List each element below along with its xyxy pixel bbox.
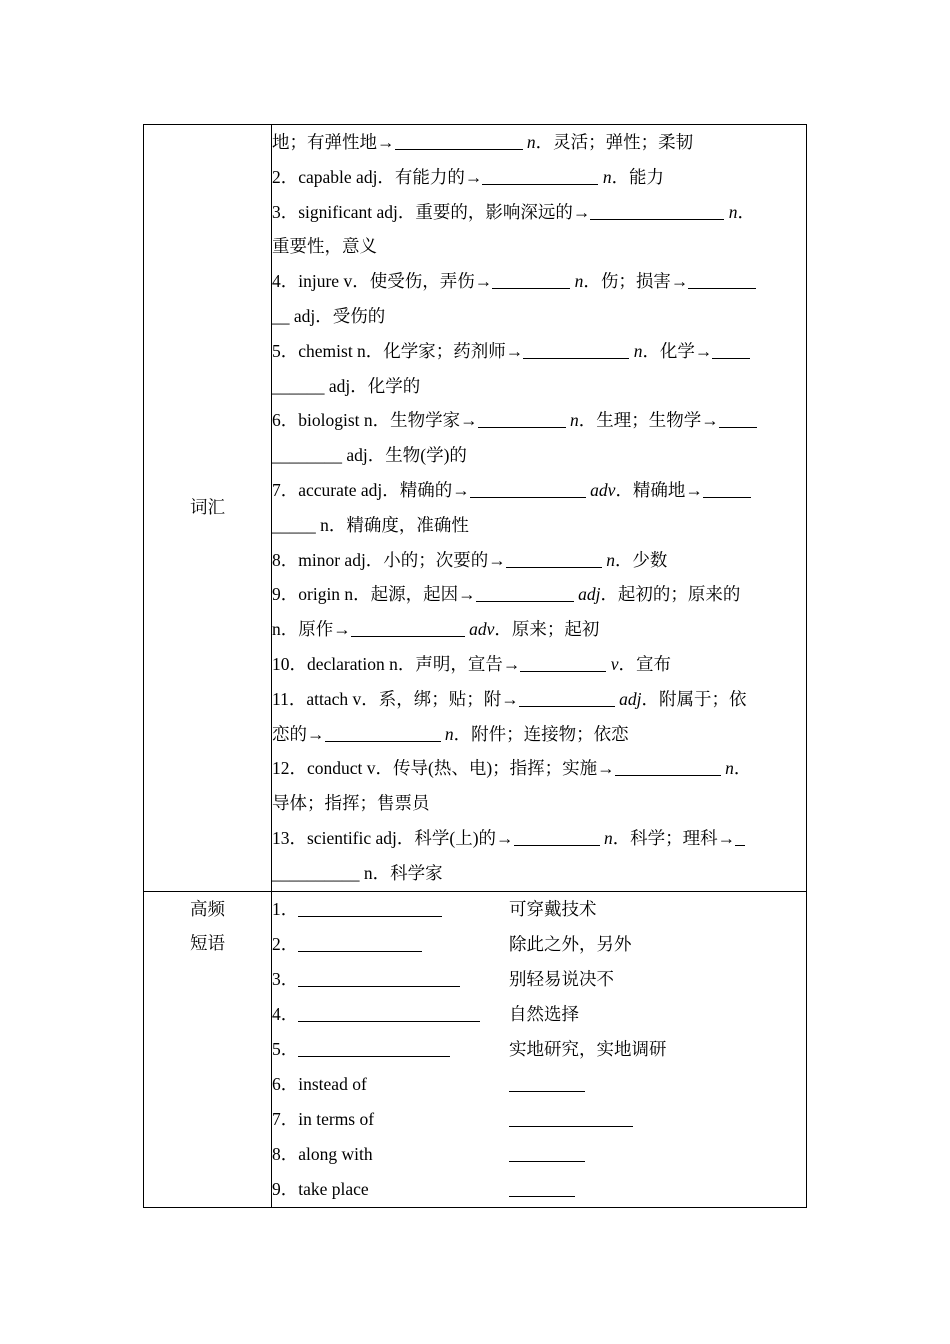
answer-blank[interactable] [298,929,422,952]
answer-blank[interactable] [298,894,442,917]
vocab-line-9: 6．biologist n．生物学家→ n．生理；生物学→ [272,403,806,438]
phrase-row-4: 4． 自然选择 [272,997,806,1032]
vocab-line-16: 10．declaration n．声明，宣告→ v．宣布 [272,647,806,682]
vocabulary-table [143,124,807,1208]
vocab-line-21: 13．scientific adj．科学(上)的→ n．科学；理科→ [272,821,806,856]
vocab-line-15: n．原作→ adv．原来；起初 [272,612,806,647]
answer-blank[interactable] [703,475,751,498]
phrase-row-3: 3． 别轻易说决不 [272,962,806,997]
answer-blank[interactable] [519,684,615,707]
phrase-row-6: 6．instead of [272,1067,806,1102]
vocab-row [144,125,807,892]
answer-blank[interactable] [298,964,460,987]
answer-blank[interactable] [590,197,724,220]
vocab-line-20: 导体；指挥；售票员 [272,793,430,814]
answer-blank[interactable] [509,1139,585,1162]
answer-blank[interactable] [351,614,465,637]
vocab-line-5: 4．injure v．使受伤，弄伤→ n．伤；损害→ [272,264,806,299]
phrases-content-cell [272,891,807,1207]
vocab-line-22: __________ n．科学家 [272,862,443,883]
phrases-row [144,891,807,1207]
answer-blank[interactable] [298,999,480,1022]
vocab-line-12: _____ n．精确度，准确性 [272,514,469,535]
phrases-category-label-2: 短语 [190,933,225,954]
answer-blank[interactable] [470,475,586,498]
vocab-line-6: __ adj．受伤的 [272,305,386,326]
answer-blank[interactable] [298,1034,450,1057]
vocab-line-2: 2．capable adj．有能力的→ n．能力 [272,160,806,195]
answer-blank[interactable] [712,336,750,359]
answer-blank[interactable] [492,266,570,289]
answer-blank[interactable] [476,579,574,602]
answer-blank[interactable] [509,1174,575,1197]
vocab-line-19: 12．conduct v．传导(热、电)；指挥；实施→ n． [272,751,806,786]
answer-blank[interactable] [395,127,523,150]
phrase-row-1: 1． 可穿戴技术 [272,892,806,927]
answer-blank[interactable] [735,823,745,846]
vocab-line-13: 8．minor adj．小的；次要的→ n．少数 [272,543,806,578]
answer-blank[interactable] [509,1104,633,1127]
vocab-category-cell [144,125,272,892]
phrase-row-9: 9．take place [272,1172,806,1207]
answer-blank[interactable] [478,405,566,428]
answer-blank[interactable] [506,545,602,568]
vocab-line-4: 重要性，意义 [272,236,377,257]
phrases-category-cell [144,891,272,1207]
phrase-row-2: 2． 除此之外，另外 [272,927,806,962]
answer-blank[interactable] [509,1069,585,1092]
phrases-category-label-1: 高频 [190,898,225,919]
answer-blank[interactable] [520,649,606,672]
answer-blank[interactable] [482,162,598,185]
vocab-category-label: 词汇 [190,497,225,518]
vocab-line-7: 5．chemist n．化学家；药剂师→ n．化学→ [272,334,806,369]
phrase-row-7: 7．in terms of [272,1102,806,1137]
vocab-line-17: 11．attach v．系，绑；贴；附→ adj．附属于；依 [272,682,806,717]
answer-blank[interactable] [514,823,600,846]
vocab-line-1: 地；有弹性地→ n．灵活；弹性；柔韧 [272,125,806,160]
answer-blank[interactable] [719,405,757,428]
vocab-line-8: ______ adj．化学的 [272,375,421,396]
vocab-line-11: 7．accurate adj．精确的→ adv．精确地→ [272,473,806,508]
vocab-line-14: 9．origin n．起源，起因→ adj．起初的；原来的 [272,577,806,612]
phrase-row-5: 5． 实地研究，实地调研 [272,1032,806,1067]
vocab-line-18: 恋的→ n．附件；连接物；依恋 [272,717,806,752]
vocab-content-cell [272,125,807,892]
answer-blank[interactable] [523,336,629,359]
answer-blank[interactable] [325,719,441,742]
vocab-line-3: 3．significant adj．重要的，影响深远的→ n． [272,195,806,230]
answer-blank[interactable] [688,266,756,289]
phrase-row-8: 8．along with [272,1137,806,1172]
vocab-line-10: ________ adj．生物(学)的 [272,445,467,466]
answer-blank[interactable] [615,753,721,776]
